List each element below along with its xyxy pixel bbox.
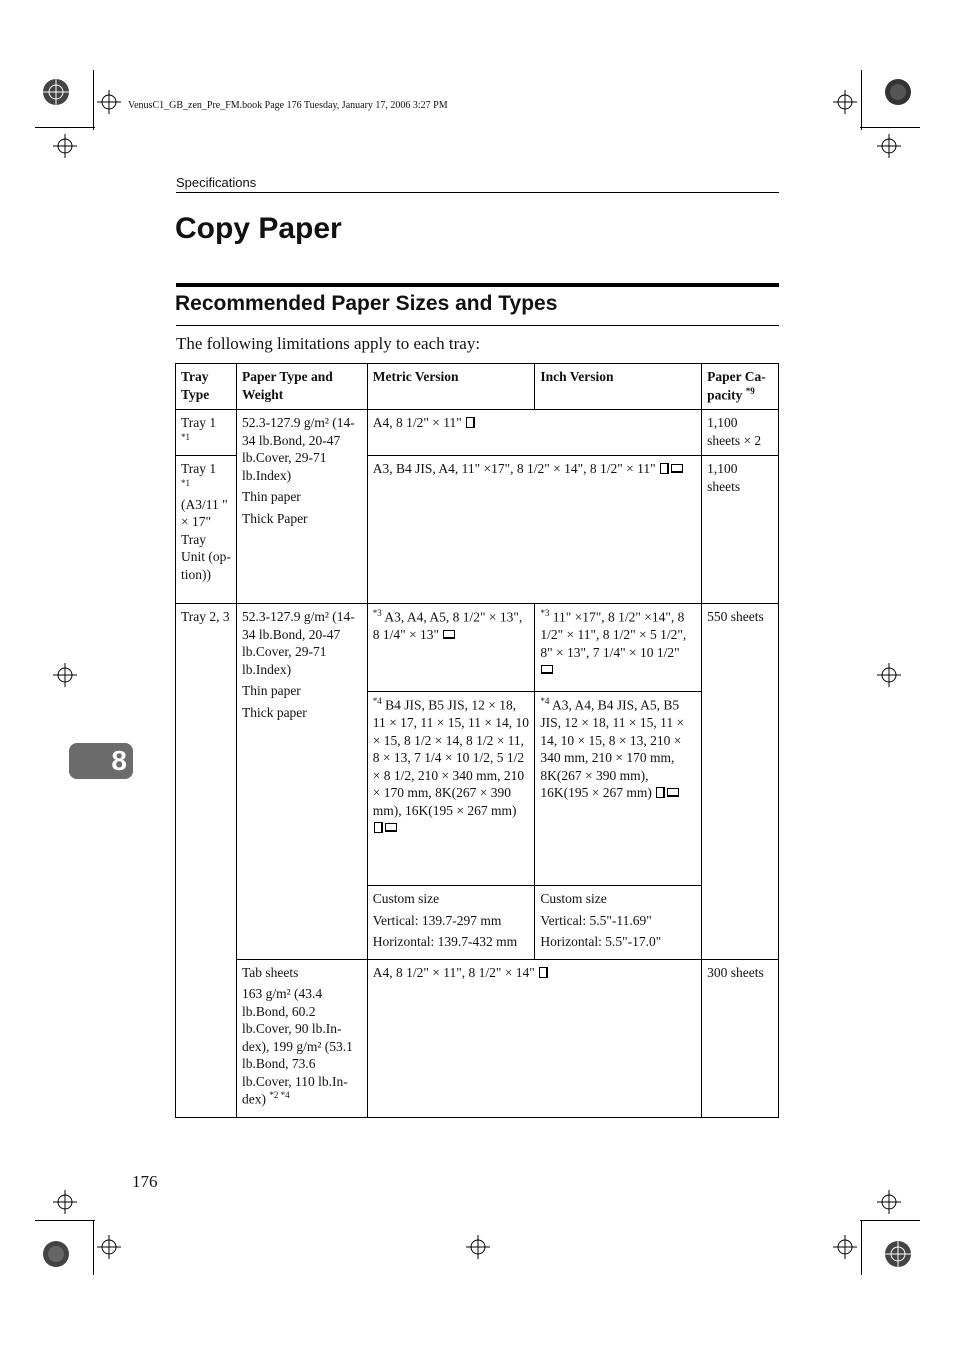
inch-custom-cell: Custom size Vertical: 5.5"-11.69" Horizontal: 5.5"-17.0" [535, 886, 702, 960]
registration-target-icon [42, 78, 70, 106]
section-rule-bottom [176, 325, 779, 326]
table-row [176, 959, 779, 1117]
running-head-rule [176, 192, 779, 193]
header-inch: Inch Version [535, 364, 702, 410]
inch-size-cell: $^{*4}$ A3, A4, B4 JIS, A5, B5 JIS, 12 × 18, 11 × 15, 11 × 14, 10 × 15, 8 × 13, 210 × 340 mm, 210 × 170 mm, 8K(267 × 390 mm), 16K(195 × 267 mm) [535, 692, 702, 886]
page-number: 176 [132, 1172, 158, 1191]
registration-target-icon [42, 1240, 70, 1268]
header-tray-type: Tray Type [176, 364, 237, 410]
crosshair-icon [877, 1190, 901, 1214]
header-capacity: Paper Ca- pacity $^{*9}$ [702, 364, 779, 410]
tab-paper-cell: Tab sheets 163 g/m² (43.4 lb.Bond, 60.2 lb.Cover, 90 lb.In- dex), 199 g/m² (53.1 lb.Bond, 73.6 lb.Cover, 110 lb.In- dex) $^{*2 *4}$ [236, 959, 367, 1117]
capacity-cell: 1,100 sheets [702, 456, 779, 604]
crosshair-icon [97, 1235, 121, 1259]
size-cell: A4, 8 1/2" × 11", 8 1/2" × 14" [367, 959, 701, 1117]
chapter-tab: 8 [69, 743, 133, 779]
size-cell: A3, B4 JIS, A4, 11" ×17", 8 1/2" × 14", 8 1/2" × 11" [367, 456, 701, 604]
crosshair-icon [53, 1190, 77, 1214]
tray-cell: Tray 1 $^{*1}$ [176, 410, 237, 456]
registration-target-icon [884, 78, 912, 106]
header-paper-type: Paper Type and Weight [236, 364, 367, 410]
header-metric: Metric Version [367, 364, 535, 410]
intro-text: The following limitations apply to each tray: [176, 334, 481, 353]
tray-cell: Tray 1 $^{*1}$ (A3/11 " × 17" Tray Unit (op- tion)) [176, 456, 237, 604]
capacity-cell: 300 sheets [702, 959, 779, 1117]
metric-custom-cell: Custom size Vertical: 139.7-297 mm Horizontal: 139.7-432 mm [367, 886, 535, 960]
paper-weight-cell: 52.3-127.9 g/m² (14-34 lb.Bond, 20-47 lb.Cover, 29-71 lb.Index) Thin paper Thick paper [236, 604, 367, 960]
metric-size-cell: $^{*3}$ A3, A4, A5, 8 1/2" × 13", 8 1/4" × 13" [367, 604, 535, 692]
table-row [176, 410, 779, 456]
inch-size-cell: $^{*3}$ 11" ×17", 8 1/2" ×14", 8 1/2" × 11", 8 1/2" × 5 1/2", 8" × 13", 7 1/4" × 10 1/2" [535, 604, 702, 692]
crosshair-icon [97, 90, 121, 114]
file-info: VenusC1_GB_zen_Pre_FM.book Page 176 Tuesday, January 17, 2006 3:27 PM [128, 100, 448, 111]
crosshair-icon [833, 90, 857, 114]
crosshair-icon [53, 134, 77, 158]
page-title: Copy Paper [175, 212, 342, 245]
paper-spec-table [175, 363, 779, 1118]
running-head: Specifications [176, 175, 257, 190]
crosshair-icon [53, 663, 77, 687]
size-cell: A4, 8 1/2" × 11" [367, 410, 701, 456]
capacity-cell: 550 sheets [702, 604, 779, 960]
tray-cell: Tray 2, 3 [176, 604, 237, 1118]
table-header-row [176, 364, 779, 410]
section-title: Recommended Paper Sizes and Types [175, 292, 558, 315]
crosshair-icon [466, 1235, 490, 1259]
registration-target-icon [884, 1240, 912, 1268]
crosshair-icon [877, 663, 901, 687]
section-rule-top [176, 283, 779, 287]
crosshair-icon [877, 134, 901, 158]
table-row [176, 604, 779, 692]
metric-size-cell: $^{*4}$ B4 JIS, B5 JIS, 12 × 18, 11 × 17, 11 × 15, 11 × 14, 10 × 15, 8 1/2 × 14, 8 1/2 × 11, 8 × 13, 7 1/4 × 10 1/2, 5 1/2 × 8 1/2, 210 × 340 mm, 210 × 170 mm, 8K(267 × 390 mm), 16K(195 × 267 mm) [367, 692, 535, 886]
paper-weight-cell: 52.3-127.9 g/m² (14-34 lb.Bond, 20-47 lb.Cover, 29-71 lb.Index) Thin paper Thick Paper [236, 410, 367, 604]
capacity-cell: 1,100 sheets × 2 [702, 410, 779, 456]
crosshair-icon [833, 1235, 857, 1259]
